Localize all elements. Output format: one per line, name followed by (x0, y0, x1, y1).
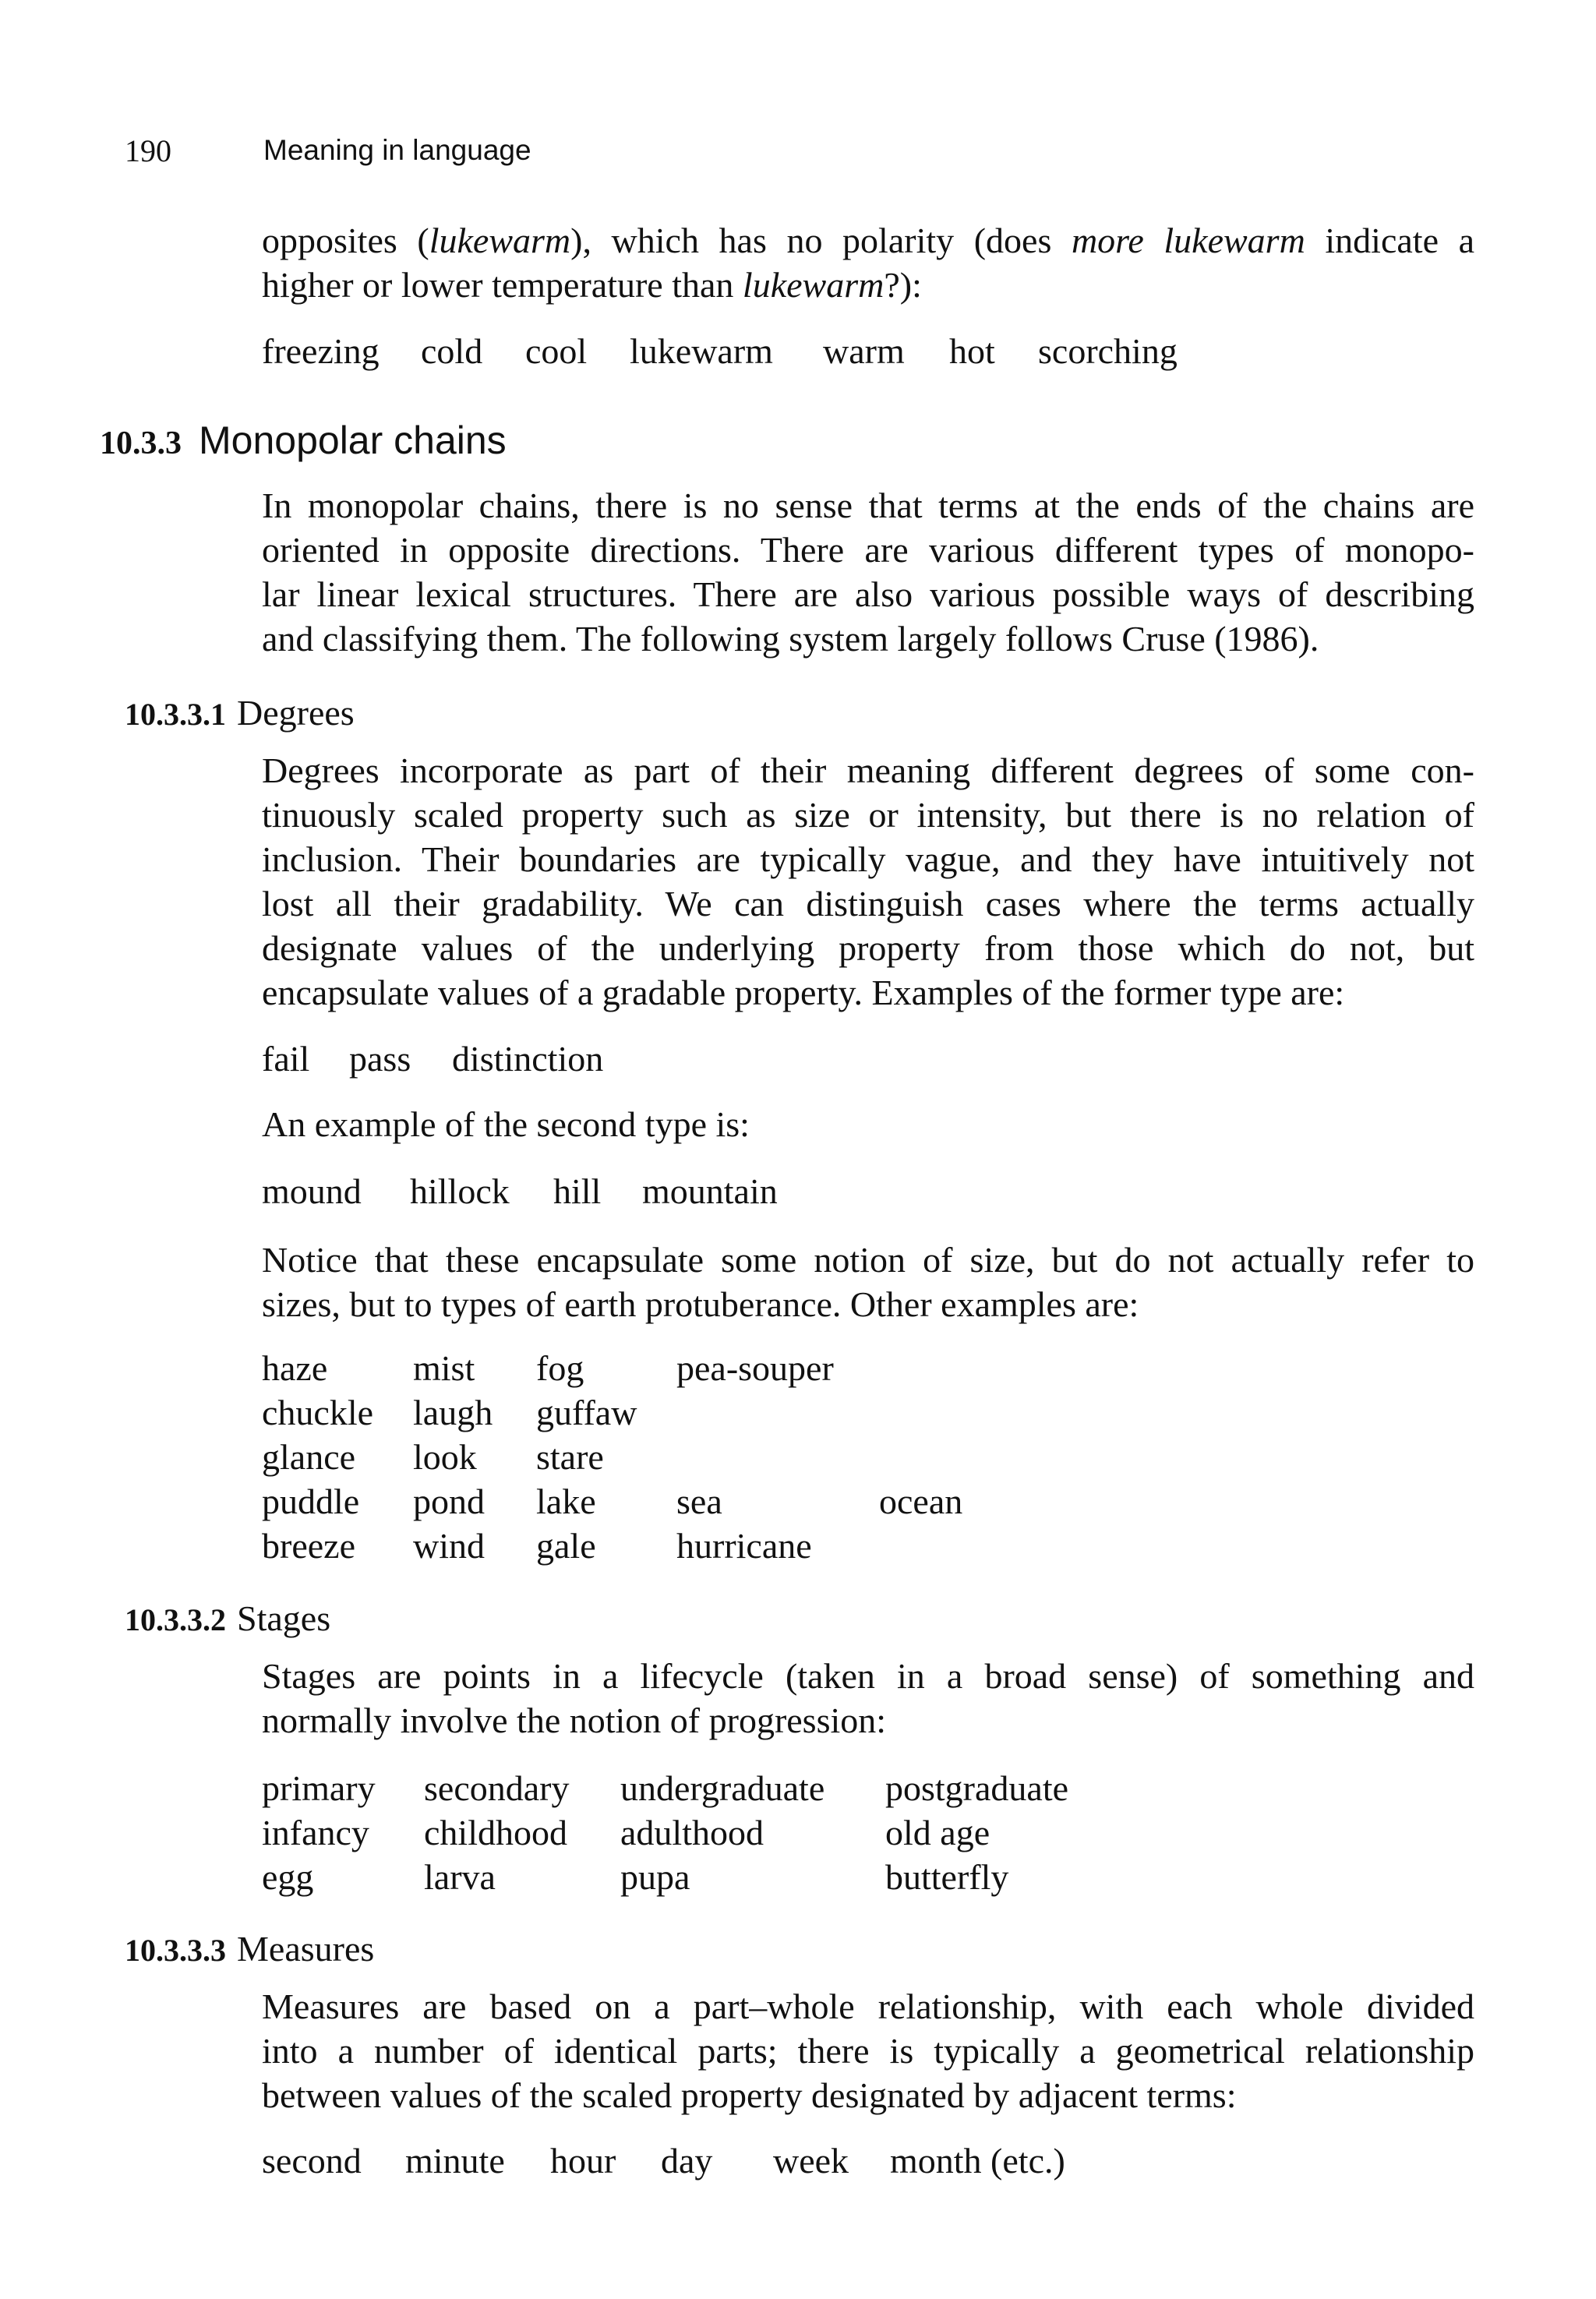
paragraph-line: lar linear lexical structures. There are also various possible ways of describing (262, 574, 1474, 614)
subsection-heading-degrees (125, 692, 355, 733)
table-cell: puddle (262, 1481, 360, 1521)
table-cell: undergraduate (620, 1768, 825, 1808)
subsection-title: Stages (237, 1598, 331, 1638)
paragraph-line: between values of the scaled property designated by adjacent terms: (262, 2075, 1237, 2115)
section-heading-monopolar-chains (100, 418, 507, 463)
table-cell: secondary (424, 1768, 570, 1808)
paragraph-line: Stages are points in a lifecycle (taken in a broad sense) of something and (262, 1656, 1474, 1696)
table-cell: chuckle (262, 1393, 374, 1432)
table-cell: infancy (262, 1813, 369, 1852)
subsection-heading-measures (125, 1928, 374, 1969)
table-cell: pond (413, 1481, 485, 1521)
table-cell: ocean (879, 1481, 963, 1521)
table-cell: guffaw (536, 1393, 637, 1432)
page-number: 190 (125, 133, 171, 168)
scale-term: scorching (1038, 331, 1178, 371)
table-cell: childhood (424, 1813, 567, 1852)
table-cell: look (413, 1437, 477, 1477)
stages-paragraph (262, 1654, 1474, 1743)
scale-term: minute (405, 2141, 505, 2181)
table-cell: primary (262, 1768, 376, 1808)
scale-term: mound (262, 1171, 362, 1211)
subsection-heading-stages (125, 1598, 330, 1639)
monopolar-paragraph (262, 483, 1474, 661)
paragraph-line: oriented in opposite directions. There are various different types of monopo- (262, 530, 1474, 570)
table-cell: postgraduate (885, 1768, 1069, 1808)
subsection-number: 10.3.3.2 (125, 1602, 226, 1637)
measures-paragraph (262, 1984, 1474, 2117)
paragraph-line: Measures are based on a part–whole relationship, with each whole divided (262, 1986, 1474, 2026)
section-title: Monopolar chains (199, 418, 507, 462)
paragraph-line: Degrees incorporate as part of their meaning different degrees of some con- (262, 750, 1474, 790)
paragraph-line: lost all their gradability. We can distinguish cases where the terms actually (262, 884, 1474, 923)
table-cell: haze (262, 1348, 328, 1388)
scale-term: day (661, 2141, 713, 2181)
scale-term: cool (525, 331, 588, 371)
paragraph-line: Notice that these encapsulate some notion of size, but do not actually refer to (262, 1240, 1474, 1280)
table-cell: wind (413, 1526, 485, 1566)
table-cell: gale (536, 1526, 596, 1566)
scale-term: hillock (410, 1171, 510, 1211)
table-cell: sea (676, 1481, 722, 1521)
paragraph-line: tinuously scaled property such as size or intensity, but there is no relation of (262, 795, 1474, 835)
table-cell: fog (536, 1348, 584, 1388)
scale-term: warm (823, 331, 905, 371)
scale-term: second (262, 2141, 362, 2181)
paragraph-line: and classifying them. The following system largely follows Cruse (1986). (262, 619, 1319, 659)
paragraph-line: normally involve the notion of progression: (262, 1700, 887, 1740)
table-cell: breeze (262, 1526, 355, 1566)
table-cell: stare (536, 1437, 604, 1477)
table-cell: old age (885, 1813, 990, 1852)
paragraph-line: opposites (lukewarm), which has no polarity (does more lukewarm indicate a (262, 221, 1474, 260)
table-cell: butterfly (885, 1857, 1009, 1897)
table-cell: hurricane (676, 1526, 812, 1566)
scale-term: hot (949, 331, 995, 371)
scale-term: mountain (642, 1171, 778, 1211)
scale-term: week (773, 2141, 849, 2181)
scale-term: freezing (262, 331, 380, 371)
scale-term: pass (349, 1039, 411, 1079)
table-cell: larva (424, 1857, 496, 1897)
subsection-number: 10.3.3.3 (125, 1933, 226, 1968)
table-cell: adulthood (620, 1813, 764, 1852)
table-cell: egg (262, 1857, 314, 1897)
paragraph-line: higher or lower temperature than lukewarm?): (262, 265, 922, 305)
scale-term: month (etc.) (890, 2141, 1065, 2181)
notice-paragraph (262, 1238, 1474, 1326)
paragraph-line: In monopolar chains, there is no sense that terms at the ends of the chains are (262, 486, 1474, 525)
table-cell: pupa (620, 1857, 690, 1897)
table-cell: mist (413, 1348, 475, 1388)
table-cell: laugh (413, 1393, 493, 1432)
section-number: 10.3.3 (100, 426, 182, 461)
paragraph-line: sizes, but to types of earth protuberance. Other examples are: (262, 1284, 1139, 1324)
paragraph-line: designate values of the underlying property from those which do not, but (262, 928, 1474, 968)
intro-paragraph (262, 218, 1474, 307)
scale-term: cold (421, 331, 483, 371)
scale-term: hill (553, 1171, 602, 1211)
table-cell: glance (262, 1437, 356, 1477)
paragraph-line: inclusion. Their boundaries are typically vague, and they have intuitively not (262, 839, 1474, 879)
paragraph-line: into a number of identical parts; there is typically a geometrical relationship (262, 2031, 1474, 2071)
subsection-number: 10.3.3.1 (125, 697, 226, 732)
paragraph-line: encapsulate values of a gradable property. Examples of the former type are: (262, 973, 1345, 1012)
table-cell: lake (536, 1481, 596, 1521)
running-title: Meaning in language (263, 134, 531, 166)
subsection-title: Measures (237, 1929, 375, 1969)
scale-term: hour (550, 2141, 616, 2181)
degrees-paragraph (262, 748, 1474, 1015)
subsection-title: Degrees (237, 693, 355, 733)
scale-term: distinction (452, 1039, 604, 1079)
book-page: 190 Meaning in language opposites (lukewarm), which has no polarity (does more lukewarm indicate a higher or lower temperature than lukewarm?): freezing cold cool lukewarm warm hot scorching 10.3.3 Monopolar chains In monopolar chains, there is no sense that terms at the ends of the chains are oriented in opposite directions. There are various different types of monopo- lar linear lexical structures. There are also various possible ways of describing and classifying them. The following system largely follows Cruse (1986). 10.3.3.1 Degrees Degrees incorporate as part of their meaning different degrees of some con- tinuously scaled property such as size or intensity, but there is no relation of inclusion. Their boundaries are typically vague, and they have intuitively not lost all their gradability. We can distinguish cases where the terms actually designate values of the underlying property from those which do not, but encapsulate values of a gradable property. Examples of the former type are: fail pass distinction An example of the second type is: mound hillock hill mountain Notice that these encapsulate some notion of size, but do not actually refer to sizes, but to types of earth protuberance. Other examples are: haze mist fog pea-souper chuckle laugh guffaw glance look stare puddle pond lake sea ocean breeze wind gale hurricane 10.3.3.2 Stages Stages are points in a lifecycle (taken in a broad sense) of something and normally involve the notion of progression: primary secondary undergraduate postgraduate infancy childhood adulthood old age egg larva pupa butterfly 10.3.3.3 Measures Measures are based on a part–whole relationship, with each whole divided into a number of identical parts; there is typically a geometrical relationship between values of the scaled property designated by adjacent terms: second minute hour day week month (etc.) (0, 0, 1596, 2299)
scale-term: lukewarm (630, 331, 773, 371)
scale-term: fail (262, 1039, 310, 1079)
table-cell: pea-souper (676, 1348, 834, 1388)
